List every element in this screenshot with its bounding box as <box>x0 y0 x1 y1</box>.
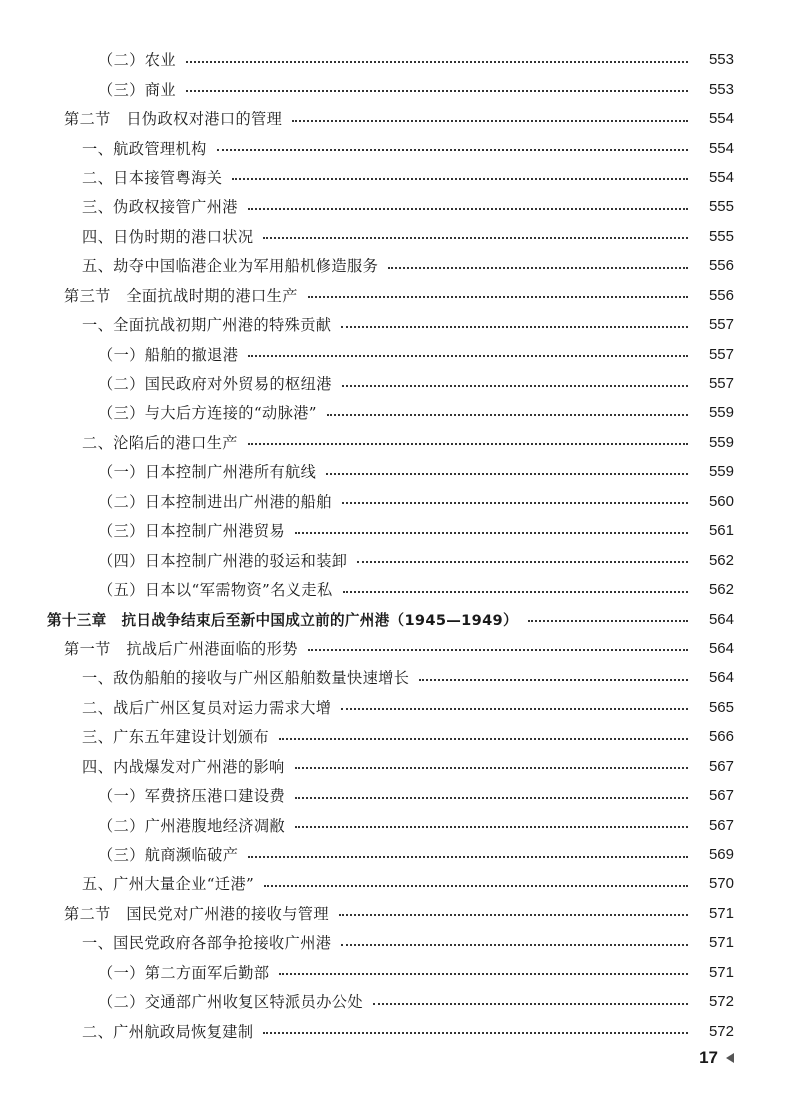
toc-entry-item <box>0 192 790 221</box>
toc-entry-sub <box>0 545 790 574</box>
dot-leader <box>308 649 688 651</box>
toc-entry-page: 554 <box>708 168 734 186</box>
toc-entry-title: 一、航政管理机构 <box>82 139 207 158</box>
toc-entry-title: 第十三章 抗日战争结束后至新中国成立前的广州港（1945—1949） <box>47 611 518 629</box>
toc-entry-title: （二）广州港腹地经济凋敝 <box>98 816 286 835</box>
toc-entry-page: 559 <box>708 404 734 422</box>
toc-entry-title: （五）日本以“军需物资”名义走私 <box>98 581 333 600</box>
toc-entry-page: 557 <box>708 345 734 363</box>
toc-entry-page: 553 <box>708 51 734 69</box>
toc-entry-page: 567 <box>708 787 734 805</box>
toc-entry-item <box>0 133 790 162</box>
toc-entry-page: 559 <box>708 433 734 451</box>
toc-entry-item <box>0 163 790 192</box>
toc-entry-page: 561 <box>708 522 734 540</box>
toc-entry-chapter <box>0 604 790 633</box>
dot-leader <box>341 944 688 946</box>
toc-entry-page: 571 <box>708 963 734 981</box>
toc-entry-sub <box>0 398 790 427</box>
toc-entry-title: 四、日伪时期的港口状况 <box>82 227 254 246</box>
toc-entry-item <box>0 722 790 751</box>
toc-entry-title: （三）商业 <box>98 80 176 99</box>
toc-entry-section <box>0 899 790 928</box>
toc-entry-page: 571 <box>708 934 734 952</box>
toc-entry-title: 第二节 国民党对广州港的接收与管理 <box>64 904 329 923</box>
toc-entry-title: 四、内战爆发对广州港的影响 <box>82 757 285 776</box>
dot-leader <box>528 620 688 622</box>
toc-entry-page: 562 <box>708 581 734 599</box>
toc-entry-page: 554 <box>708 110 734 128</box>
toc-entry-page: 567 <box>708 816 734 834</box>
toc-entry-title: （一）船舶的撤退港 <box>98 345 239 364</box>
toc-entry-page: 564 <box>708 669 734 687</box>
toc-entry-section <box>0 634 790 663</box>
dot-leader <box>248 443 688 445</box>
toc-entry-item <box>0 752 790 781</box>
toc-entry-section <box>0 104 790 133</box>
dot-leader <box>342 385 688 387</box>
toc-entry-sub <box>0 45 790 74</box>
toc-entry-title: （一）第二方面军后勤部 <box>98 963 270 982</box>
toc-entry-page: 564 <box>708 639 734 657</box>
toc-entry-page: 564 <box>708 610 734 628</box>
dot-leader <box>263 237 688 239</box>
toc-entry-sub <box>0 487 790 516</box>
toc-entry-title: （一）日本控制广州港所有航线 <box>98 463 317 482</box>
toc-entry-item <box>0 251 790 280</box>
toc-entry-sub <box>0 958 790 987</box>
dot-leader <box>327 414 688 416</box>
toc-entry-page: 562 <box>708 551 734 569</box>
toc-entry-title: 二、战后广州区复员对运力需求大增 <box>82 698 332 717</box>
table-of-contents <box>0 45 790 1046</box>
dot-leader <box>388 267 688 269</box>
toc-entry-page: 570 <box>708 875 734 893</box>
toc-entry-page: 566 <box>708 728 734 746</box>
dot-leader <box>248 355 688 357</box>
dot-leader <box>295 826 688 828</box>
toc-entry-title: 第一节 抗战后广州港面临的形势 <box>64 639 298 658</box>
toc-entry-page: 554 <box>708 139 734 157</box>
toc-entry-page: 557 <box>708 375 734 393</box>
toc-entry-page: 560 <box>708 492 734 510</box>
dot-leader <box>373 1003 688 1005</box>
page-number: 17 <box>699 1048 718 1067</box>
dot-leader <box>279 738 688 740</box>
toc-entry-item <box>0 869 790 898</box>
toc-entry-page: 556 <box>708 286 734 304</box>
toc-entry-title: （三）与大后方连接的“动脉港” <box>98 404 317 423</box>
dot-leader <box>217 149 688 151</box>
dot-leader <box>263 1032 688 1034</box>
dot-leader <box>279 973 688 975</box>
toc-entry-page: 556 <box>708 257 734 275</box>
toc-entry-title: （一）军费挤压港口建设费 <box>98 787 286 806</box>
toc-entry-section <box>0 281 790 310</box>
dot-leader <box>232 178 688 180</box>
dot-leader <box>186 90 688 92</box>
dot-leader <box>292 120 688 122</box>
toc-entry-item <box>0 663 790 692</box>
left-triangle-icon <box>726 1053 734 1063</box>
toc-entry-page: 565 <box>708 698 734 716</box>
toc-entry-title: 一、全面抗战初期广州港的特殊贡献 <box>82 316 332 335</box>
toc-entry-item <box>0 693 790 722</box>
page-footer <box>699 1048 734 1068</box>
toc-entry-sub <box>0 369 790 398</box>
toc-entry-sub <box>0 74 790 103</box>
dot-leader <box>248 856 688 858</box>
toc-entry-sub <box>0 457 790 486</box>
toc-entry-title: 五、劫夺中国临港企业为军用船机修造服务 <box>82 257 379 276</box>
toc-entry-page: 572 <box>708 993 734 1011</box>
toc-entry-title: 二、广州航政局恢复建制 <box>82 1022 254 1041</box>
toc-entry-sub <box>0 840 790 869</box>
toc-entry-page: 557 <box>708 316 734 334</box>
dot-leader <box>295 797 688 799</box>
toc-entry-title: 三、广东五年建设计划颁布 <box>82 728 270 747</box>
toc-entry-title: （二）国民政府对外贸易的枢纽港 <box>98 375 332 394</box>
dot-leader <box>295 532 688 534</box>
toc-entry-page: 555 <box>708 227 734 245</box>
toc-entry-title: 第二节 日伪政权对港口的管理 <box>64 110 283 129</box>
toc-entry-title: 第三节 全面抗战时期的港口生产 <box>64 286 298 305</box>
toc-entry-title: （二）日本控制进出广州港的船舶 <box>98 492 332 511</box>
toc-entry-sub <box>0 781 790 810</box>
toc-entry-sub <box>0 516 790 545</box>
dot-leader <box>295 767 688 769</box>
toc-entry-title: 三、伪政权接管广州港 <box>82 198 238 217</box>
toc-entry-page: 572 <box>708 1022 734 1040</box>
toc-entry-page: 567 <box>708 757 734 775</box>
toc-entry-sub <box>0 339 790 368</box>
dot-leader <box>248 208 688 210</box>
toc-entry-title: 一、敌伪船舶的接收与广州区船舶数量快速增长 <box>82 669 410 688</box>
toc-entry-title: （二）农业 <box>98 51 176 70</box>
toc-entry-item <box>0 928 790 957</box>
toc-entry-page: 559 <box>708 463 734 481</box>
dot-leader <box>186 61 688 63</box>
toc-entry-title: （四）日本控制广州港的驳运和装卸 <box>98 551 348 570</box>
dot-leader <box>341 326 688 328</box>
toc-entry-page: 571 <box>708 904 734 922</box>
toc-entry-sub <box>0 575 790 604</box>
dot-leader <box>342 502 688 504</box>
dot-leader <box>264 885 688 887</box>
toc-entry-title: 二、日本接管粤海关 <box>82 168 223 187</box>
dot-leader <box>341 708 688 710</box>
toc-entry-item <box>0 1016 790 1045</box>
toc-entry-title: （三）日本控制广州港贸易 <box>98 522 286 541</box>
toc-entry-title: （二）交通部广州收复区特派员办公处 <box>98 993 363 1012</box>
toc-entry-sub <box>0 987 790 1016</box>
dot-leader <box>326 473 688 475</box>
dot-leader <box>357 561 688 563</box>
toc-entry-item <box>0 222 790 251</box>
toc-entry-page: 555 <box>708 198 734 216</box>
toc-entry-item <box>0 310 790 339</box>
dot-leader <box>419 679 688 681</box>
dot-leader <box>343 591 688 593</box>
toc-entry-title: （三）航商濒临破产 <box>98 846 239 865</box>
toc-entry-title: 五、广州大量企业“迁港” <box>82 875 255 894</box>
toc-entry-page: 553 <box>708 80 734 98</box>
dot-leader <box>308 296 688 298</box>
toc-entry-item <box>0 428 790 457</box>
toc-entry-title: 一、国民党政府各部争抢接收广州港 <box>82 934 332 953</box>
dot-leader <box>339 914 688 916</box>
toc-entry-page: 569 <box>708 846 734 864</box>
toc-entry-title: 二、沦陷后的港口生产 <box>82 433 238 452</box>
toc-entry-sub <box>0 810 790 839</box>
